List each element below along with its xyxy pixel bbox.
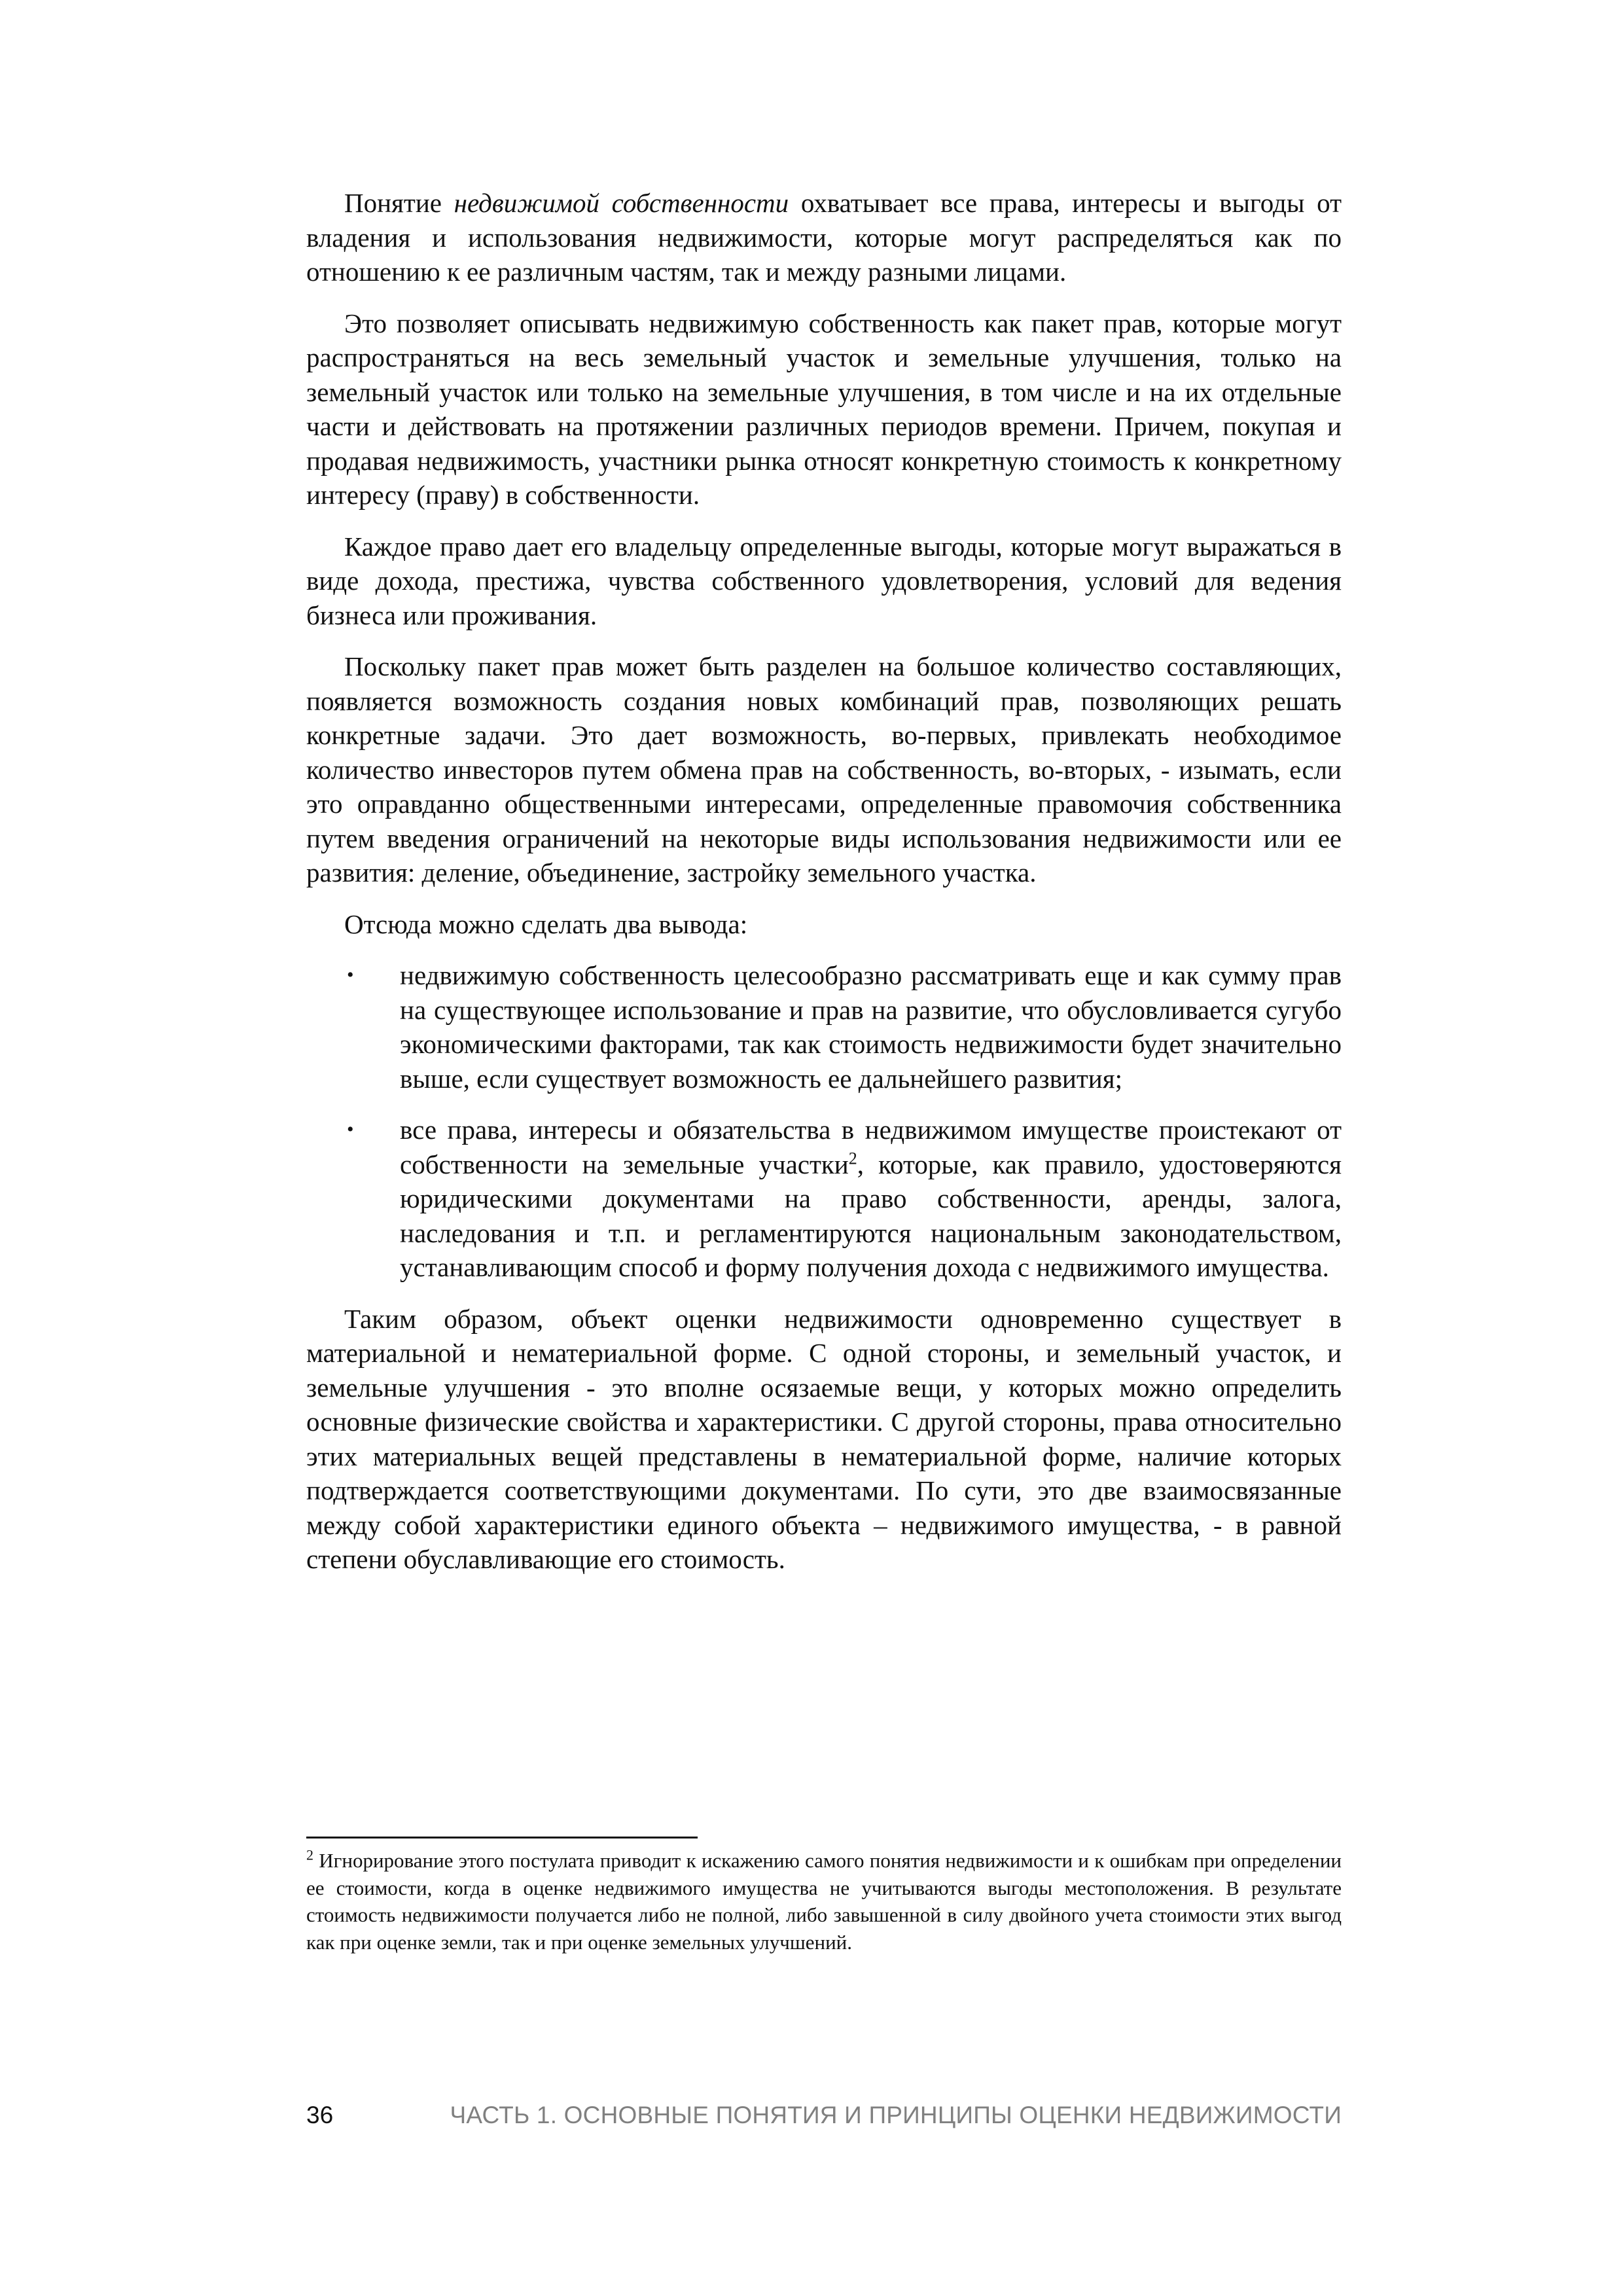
paragraph-3: Каждое право дает его владельцу определенные выгоды, которые могут выражаться в виде дохода, престижа, чувства собственного удовлетворения, условий для ведения бизнеса или проживания. <box>306 531 1342 630</box>
paragraph-1-emphasis: недвижимой собственности <box>454 188 789 218</box>
footnote-divider <box>306 1837 698 1839</box>
bullet-icon: • <box>347 964 354 986</box>
running-head: ЧАСТЬ 1. ОСНОВНЫЕ ПОНЯТИЯ И ПРИНЦИПЫ ОЦЕНКИ НЕДВИЖИМОСТИ <box>450 2102 1342 2128</box>
paragraph-5: Таким образом, объект оценки недвижимости одновременно существует в материальной и нематериальной форме. С одной стороны, и земельный участок, и земельные улучшения - это вполне осязаемые вещи, у которых можно определить основные физические свойства и характеристики. С другой стороны, права относительно этих материальных вещей представлены в нематериальной форме, наличие которых подтверждается соответствующими документами. По сути, это две взаимосвязанные между собой характеристики единого объекта – недвижимого имущества, - в равной степени обуславливающие его стоимость. <box>306 1303 1342 1574</box>
footnote-reference[interactable]: 2 <box>848 1148 857 1168</box>
list-item-text-end: , которые, как правило, удостоверяются юридическими документами на право собственности, аренды, залога, наследования и т.п. и регламентируются национальным законодательством, устанавливающим способ и форму получения дохода с недвижимого имущества. <box>400 1149 1342 1282</box>
main-text <box>306 186 1342 1594</box>
footnote-text: Игнорирование этого постулата приводит к искажению самого понятия недвижимости и к ошибкам при определении ее стоимости, когда в оценке недвижимого имущества не учитываются выгоды местоположения. В результате стоимость недвижимости получается либо не полной, либо завышенной в силу двойного учета стоимости этих выгод как при оценке земли, так и при оценке земельных улучшений. <box>306 1849 1342 1954</box>
footnote <box>306 1847 1342 1956</box>
footnote-marker: 2 <box>306 1846 313 1863</box>
page-footer <box>306 2102 1342 2134</box>
paragraph-1 <box>306 186 1342 289</box>
conclusions-list <box>306 958 1342 1285</box>
page-number: 36 <box>306 2102 334 2128</box>
paragraph-1-start: Понятие <box>344 188 454 218</box>
list-item-text: недвижимую собственность целесообразно рассматривать еще и как сумму прав на существующее использование и прав на развитие, что обусловливается сугубо экономическими факторами, так как стоимость недвижимости будет значительно выше, если существует возможность ее дальнейшего развития; <box>400 960 1342 1094</box>
paragraph-2: Это позволяет описывать недвижимую собственность как пакет прав, которые могут распространяться на весь земельный участок и земельные улучшения, только на земельный участок или только на земельные улучшения, в том числе и на их отдельные части и действовать на протяжении различных периодов времени. Причем, покупая и продавая недвижимость, участники рынка относят конкретную стоимость к конкретному интересу (праву) в собственности. <box>306 308 1342 510</box>
paragraph-4: Поскольку пакет прав может быть разделен на большое количество составляющих, появляется возможность создания новых комбинаций прав, позволяющих решать конкретные задачи. Это дает возможность, во-первых, привлекать необходимое количество инвесторов путем обмена прав на собственность, во-вторых, - изымать, если это оправданно общественными интересами, определенные правомочия собственника путем введения ограничений на некоторые виды использования недвижимости или ее развития: деление, объединение, застройку земельного участка. <box>306 651 1342 888</box>
list-item <box>306 1113 1342 1285</box>
bullet-icon: • <box>347 1119 354 1140</box>
list-item <box>306 958 1342 1096</box>
paragraph-1-end: охватывает все права, интересы и выгоды от владения и использования недвижимости, которые могут распределяться как по отношению к ее различным частям, так и между разными лицами. <box>306 188 1342 287</box>
conclusions-intro: Отсюда можно сделать два вывода: <box>344 908 748 939</box>
list-item-text <box>400 1115 1342 1282</box>
list-item-text-start: все права, интересы и обязательства в недвижимом имуществе проистекают от собственности на земельные участки <box>400 1115 1342 1179</box>
